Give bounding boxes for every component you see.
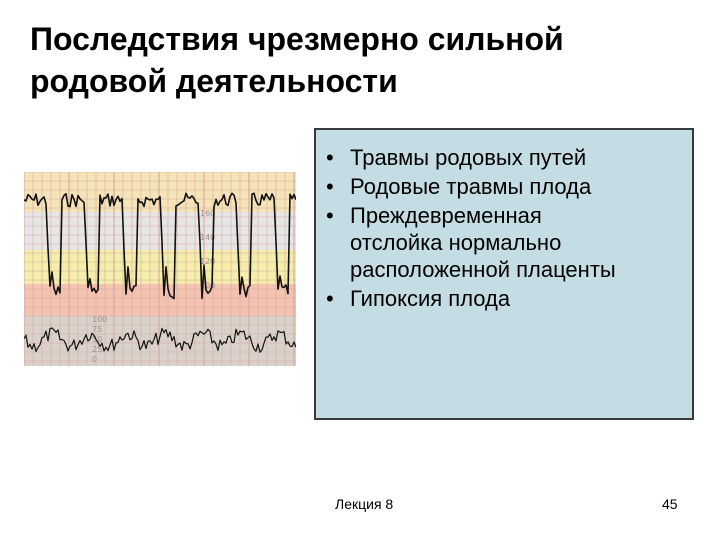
ctg-tracing-image [24,172,296,390]
slide-title-line-1: Последствия чрезмерно сильной [30,21,564,57]
bullet-item [326,173,684,200]
bullet-marker: • [326,145,334,170]
contraction-tick-label: 75 [92,325,103,334]
bullet-item [326,144,684,171]
heart-rate-tick-label: 160 [200,209,216,218]
bullet-marker: • [326,174,334,199]
heart-rate-tick-label: 100 [200,281,216,290]
bullet-text: Травмы родовых путей [350,145,587,170]
bullet-text: Гипоксия плода [350,286,511,311]
slide-page-number: 45 [662,496,678,512]
contraction-tick-label: 25 [92,345,103,354]
bullet-text: Родовые травмы плода [350,174,592,199]
bullet-text-line-3: расположенной плаценты [350,257,616,282]
contraction-tick-label: 100 [92,315,108,324]
contraction-tick-label: 0 [92,355,98,364]
bullet-list [316,130,692,312]
heart-rate-tick-label: 140 [200,233,216,242]
bullet-text-line-2: отслойка нормально [350,230,562,255]
slide-title-line-2: родовой деятельности [30,63,398,99]
slide-title [30,18,690,102]
footer-lecture-label: Лекция 8 [335,496,394,512]
contraction-tick-label: 50 [92,335,103,344]
ctg-band-2 [24,212,296,250]
bullet-marker: • [326,203,334,228]
bullet-text-box [314,128,694,420]
ctg-band-3 [24,250,296,284]
bullet-item [326,285,684,312]
bullet-text-line-1: Преждевременная [350,203,542,228]
bullet-marker: • [326,286,334,311]
heart-rate-tick-label: 120 [200,257,216,266]
bullet-item [326,202,684,283]
